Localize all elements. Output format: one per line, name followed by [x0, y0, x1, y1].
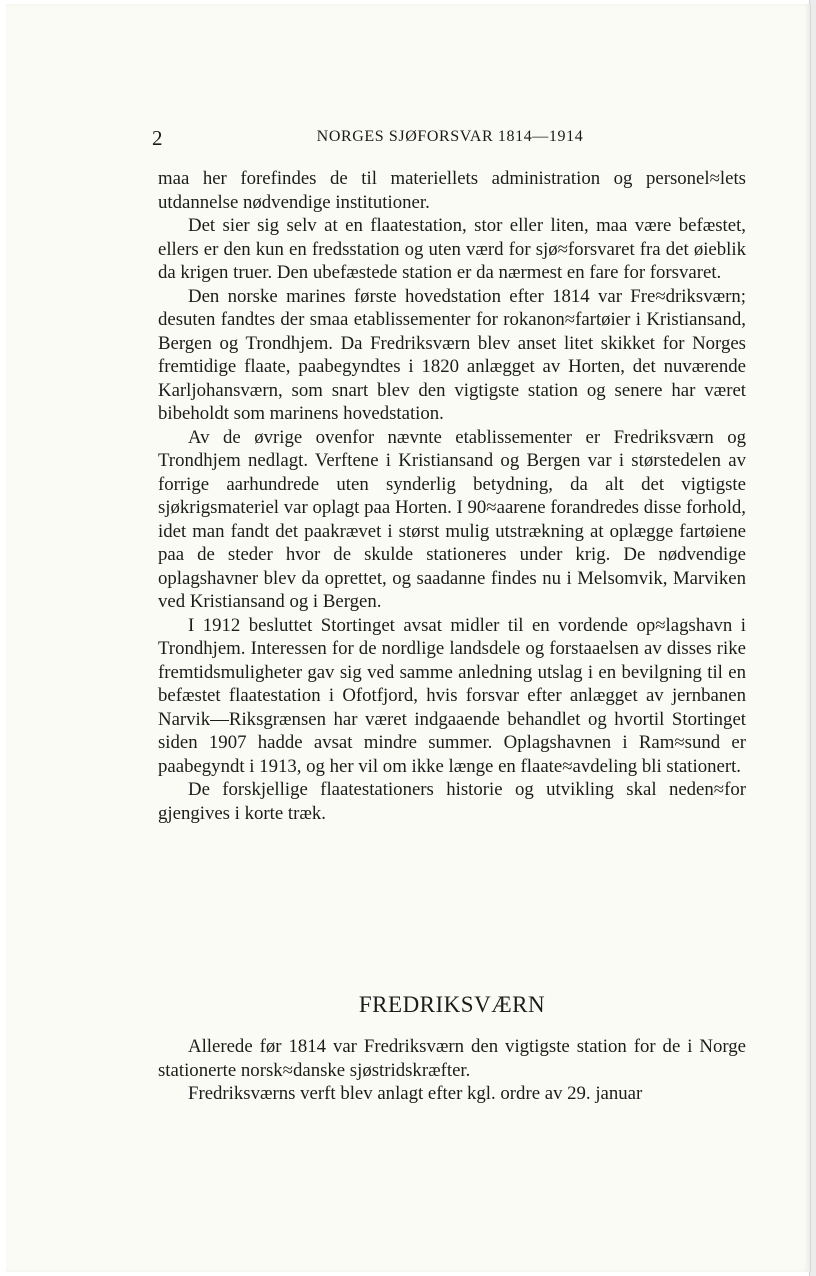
section-heading: FREDRIKSVÆRN [358, 992, 546, 1017]
running-title: NORGES SJØFORSVAR 1814—1914 [316, 128, 584, 145]
body-text [158, 167, 746, 825]
paragraph: I 1912 besluttet Stortinget avsat midler til en vordende op≈lagshavn i Trondhjem. Interessen for de nordlige landsdele og forstaaelsen av disses rike fremtidsmuligheter gav sig ved samme anledning utslag i en bevilgning til en befæstet flaatestation i Ofotfjord, hvis forsvar efter anlægget av jernbanen Narvik—Riksgrænsen har været indgaaende behandlet og hvortil Stortinget siden 1907 hadde avsat mindre summer. Oplagshavnen i Ram≈sund er paabegyndt i 1913, og her vil om ikke længe en flaate≈avdeling bli stationert. [158, 614, 746, 777]
paragraph: Allerede før 1814 var Fredriksværn den vigtigste station for de i Norge stationerte norsk≈danske sjøstridskræfter. [158, 1036, 746, 1081]
paragraph: Av de øvrige ovenfor nævnte etablissementer er Fredriksværn og Trondhjem nedlagt. Verftene i Kristiansand og Bergen var i størstedelen av forrige aarhundrede uten synderlig betydning, da alt det vigtigste sjøkrigsmateriel var oplagt paa Horten. I 90≈aarene forandredes disse forhold, idet man fandt det paakrævet i størst mulig utstrækning at oplægge fartøiene paa de steder hvor de skulde stationeres under krig. De nødvendige oplagshavner blev da oprettet, og saadanne findes nu i Melsomvik, Marviken ved Kristiansand og i Bergen. [158, 426, 746, 612]
paragraph: Fredriksværns verft blev anlagt efter kgl. ordre av 29. januar [188, 1083, 643, 1104]
paragraph: maa her forefindes de til materiellets administration og personel≈lets utdannelse nødvendige institutioner. [158, 168, 746, 213]
page-header [152, 126, 748, 156]
paragraph: Den norske marines første hovedstation efter 1814 var Fre≈driksværn; desuten fandtes der smaa etablissementer for rokanon≈fartøier i Kristiansand, Bergen og Trondhjem. Da Fredriksværn blev anset litet skikket for Norges fremtidige flaate, paabegyndtes i 1820 anlægget av Horten, det nuværende Karljohansværn, som snart blev den vigtigste station og senere har været bibeholdt som marinens hovedstation. [158, 285, 746, 424]
paragraph: Det sier sig selv at en flaatestation, stor eller liten, maa være befæstet, ellers er den kun en fredsstation og uten værd for sjø≈forsvaret fra det øieblik da krigen truer. Den ubefæstede station er da nærmest en fare for forsvaret. [158, 215, 746, 283]
section-text [158, 1035, 746, 1106]
page-number: 2 [152, 126, 163, 150]
paragraph: De forskjellige flaatestationers historie og utvikling skal neden≈for gjengives i korte træk. [158, 779, 746, 824]
